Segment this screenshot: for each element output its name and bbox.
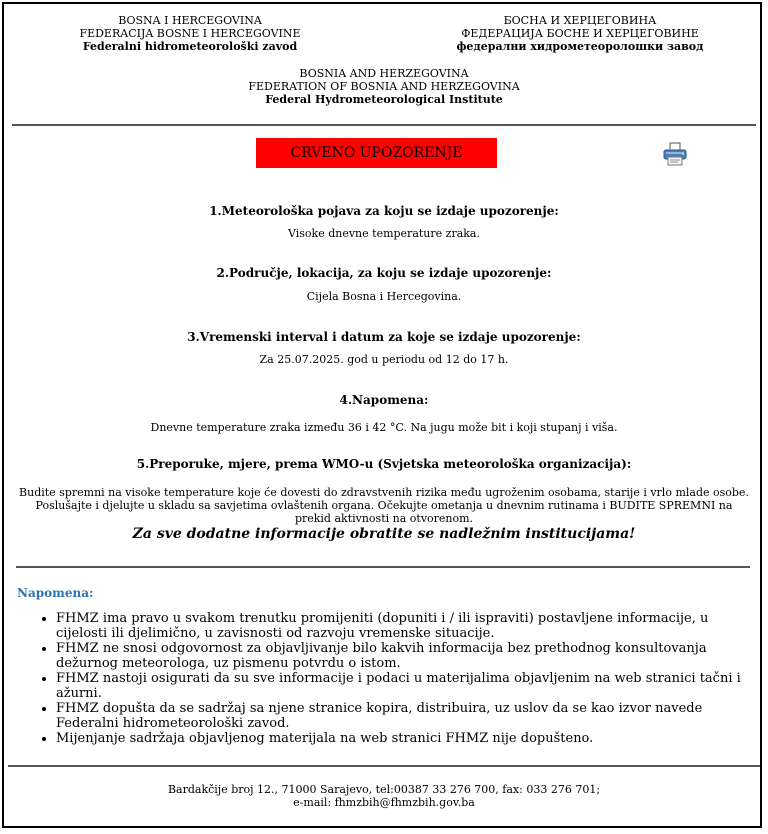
header-left [60,14,320,53]
section-4-title: 4.Napomena: [339,393,429,407]
alert-level-banner: CRVENO UPOZORENJE [256,138,497,168]
note-item: • FHMZ ne snosi odgovornost za objavljivanje bilo kakvih informacija bez prethodnog konsultovanja dežurnog meteorologa, uz pismenu potvrdu o istom. [56,641,742,671]
header-left-line2: FEDERACIJA BOSNE I HERCEGOVINE [79,27,301,40]
section-1-title: 1.Meteorološka pojava za koju se izdaje upozorenje: [209,204,559,218]
section-5-text: Budite spremni na visoke temperature koje će dovesti do zdravstvenih rizika među ugroženim osobama, starije i vrlo mlade osobe. Poslušajte i djelujte u skladu sa savjetima ovlaštenih organa. Očekujte ometanja u dnevnim rutinama i BUDITE SPREMNI na prekid aktivnosti na otvorenom. [19,486,749,525]
content-divider [16,566,750,568]
header-center-line2: FEDERATION OF BOSNIA AND HERZEGOVINA [248,80,520,93]
header-center-line1: BOSNIA AND HERZEGOVINA [299,67,469,80]
header-left-line3: Federalni hidrometeorološki zavod [82,40,298,53]
note-item: • FHMZ nastoji osigurati da su sve informacije i podaci u materijalima objavljenim na web stranici tačni i ažurni. [56,671,742,701]
section-1-text: Visoke dnevne temperature zraka. [288,227,480,240]
section-2-text: Cijela Bosna i Hercegovina. [306,290,462,303]
header-right-line2: ФЕДЕРАЦИЈА БОСНЕ И ХЕРЦЕГОВИНЕ [461,27,699,40]
header-right-line3: федерални хидрометеоролошки завод [456,40,704,53]
header-center [184,67,584,106]
printer-icon[interactable] [661,142,689,166]
header-right [440,14,720,53]
footer-divider [8,765,760,767]
footer-address: Bardakčije broj 12., 71000 Sarajevo, tel:00387 33 276 700, fax: 033 276 701; [167,783,601,796]
section-4-text: Dnevne temperature zraka između 36 i 42 °C. Na jugu može bit i koji stupanj i viša. [150,421,618,434]
contact-callout: Za sve dodatne informacije obratite se nadležnim institucijama! [132,526,636,542]
header-right-line1: БОСНА И ХЕРЦЕГОВИНА [503,14,657,27]
footer-email[interactable]: e-mail: fhmzbih@fhmzbih.gov.ba [293,796,475,809]
footer [20,783,748,809]
section-5-title: 5.Preporuke, mjere, prema WMO-u (Svjetska meteorološka organizacija): [136,457,632,471]
note-item: • FHMZ dopušta da se sadržaj sa njene stranice kopira, distribuira, uz uslov da se kao izvor navede Federalni hidrometeorološki zavod. [56,701,742,731]
section-2-title: 2.Područje, lokacija, za koju se izdaje upozorenje: [216,266,552,280]
note-item: • Mijenjanje sadržaja objavljenog materijala na web stranici FHMZ nije dopušteno. [56,731,742,746]
section-3-text: Za 25.07.2025. god u periodu od 12 do 17 h. [259,353,509,366]
section-3-title: 3.Vremenski interval i datum za koje se izdaje upozorenje: [187,330,581,344]
notes-heading: Napomena: [17,586,94,600]
header-left-line1: BOSNA I HERCEGOVINA [118,14,262,27]
note-item: • FHMZ ima pravo u svakom trenutku promijeniti (dopuniti i / ili ispraviti) postavljene informacije, u cijelosti ili djelimično, u zavisnosti od razvoju vremenske situacije. [56,611,742,641]
header-divider [12,124,756,126]
header-center-line3: Federal Hydrometeorological Institute [265,93,503,106]
notes-list [22,611,742,746]
